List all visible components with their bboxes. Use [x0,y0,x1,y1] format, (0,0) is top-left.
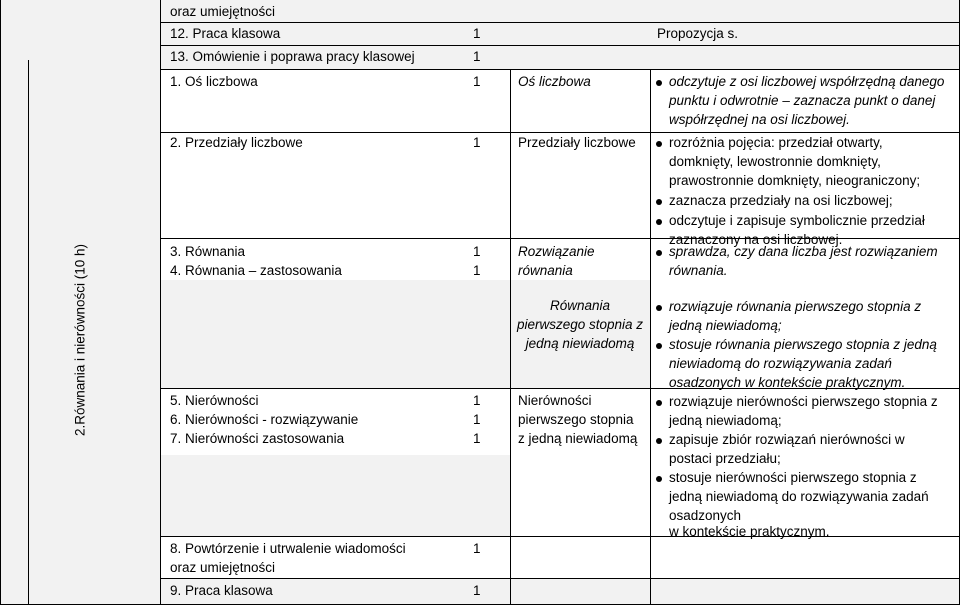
row-8-hours: 1 [473,541,481,556]
row-7-topic: 7. Nierówności zastosowania [170,431,345,446]
top-row-2-hours: 1 [473,49,481,64]
row-2-req-a-2: domknięty, lewostronnie domknięty, [669,154,881,169]
row-7-req-b-2: postaci przedziału; [669,451,781,466]
bullet-icon [656,250,662,256]
row-7-content-3: z jedną niewiadomą [518,431,638,446]
row-2-req-a-3: prawostronnie domknięty, nieograniczony; [669,173,921,188]
row-7-req-c-2: jedną niewiadomą do rozwiązywania zadań [669,489,929,504]
row-7-req-a-1: rozwiązuje nierówności pierwszego stopnia z [669,394,938,409]
row-4-topic: 4. Równania – zastosowania [170,263,342,278]
row-4-req-b-2: niewiadomą do rozwiązywania zadań [669,356,892,371]
row-7-req-a-2: jedną niewiadomą; [669,413,782,428]
bullet-icon [656,80,662,86]
gap-row-shade-2 [160,455,510,537]
row-6-hours: 1 [473,412,481,427]
row-7-hours: 1 [473,431,481,446]
row-2-topic: 2. Przedziały liczbowe [170,135,303,150]
row-7-req-c-1: stosuje nierówności pierwszego stopnia z [669,470,917,485]
row-2-content: Przedziały liczbowe [518,135,636,150]
bullet-icon [656,199,662,205]
row-3-content-a: Rozwiązanie [518,244,595,259]
top-row-0-topic: oraz umiejętności [170,4,276,19]
row-1-content: Oś liczbowa [518,74,591,89]
row-2-hours: 1 [473,135,481,150]
row-9-hours: 1 [473,583,481,598]
row-4-content-3: jedną niewiadomą [525,336,635,351]
row-1-req-line-1: odczytuje z osi liczbowej współrzędną danego [669,74,945,89]
row-8-topic-b: oraz umiejętności [170,560,276,575]
row-7-req-c-4: w kontekście praktycznym. [669,524,830,539]
row-3-req-2: równania. [669,263,728,278]
bullet-icon [656,219,662,225]
row-3-content-b: równania [518,263,573,278]
row-4-content-2: pierwszego stopnia z [516,317,644,332]
bullet-icon [656,343,662,349]
top-row-1-hours: 1 [473,26,481,41]
row-2-req-b: zaznacza przedziały na osi liczbowej; [669,193,893,208]
row-3-hours: 1 [473,244,481,259]
bullet-icon [656,305,662,311]
row-4-content-1: Równania [549,298,611,313]
bullet-icon [656,400,662,406]
row-4-req-a-2: jedną niewiadomą; [669,318,782,333]
row-5-topic: 5. Nierówności [170,393,259,408]
row-9-topic: 9. Praca klasowa [170,583,273,598]
section-title: 2.Równania i nierówności (10 h) [72,243,88,437]
top-row-1-notes: Propozycja s. [657,26,739,41]
bottom-row-shade [160,578,960,605]
row-2-req-a-1: rozróżnia pojęcia: przedział otwarty, [669,135,883,150]
row-6-topic: 6. Nierówności - rozwiązywanie [170,412,359,427]
bullet-icon [656,141,662,147]
row-5-hours: 1 [473,393,481,408]
bullet-icon [656,476,662,482]
bullet-icon [656,438,662,444]
row-2-req-c-2: zaznaczony na osi liczbowej. [669,232,843,247]
row-1-req-line-3: współrzędnej na osi liczbowej. [669,112,850,127]
row-7-req-c-3: osadzonych [669,508,742,523]
row-1-topic: 1. Oś liczbowa [170,74,258,89]
row-1-req-line-2: punktu i odwrotnie – zaznacza punkt o danej [669,93,936,108]
row-4-req-b-1: stosuje równania pierwszego stopnia z jedną [669,337,937,352]
row-3-topic: 3. Równania [170,244,246,259]
row-4-req-b-3: osadzonych w kontekście praktycznym. [669,375,906,390]
row-2-req-c-1: odczytuje i zapisuje symbolicznie przedział [669,213,925,228]
row-8-topic-a: 8. Powtórzenie i utrwalenie wiadomości [170,541,406,556]
row-4-req-a-1: rozwiązuje równania pierwszego stopnia z [669,299,922,314]
row-7-content-1: Nierówności [518,393,592,408]
row-3-req-1: sprawdza, czy dana liczba jest rozwiązaniem [669,244,938,259]
row-7-req-b-1: zapisuje zbiór rozwiązań nierówności w [669,432,905,447]
top-row-2-topic: 13. Omówienie i poprawa pracy klasowej [170,49,415,64]
row-4-hours: 1 [473,263,481,278]
row-7-content-2: pierwszego stopnia [518,412,634,427]
row-1-hours: 1 [473,74,481,89]
top-row-1-topic: 12. Praca klasowa [170,26,281,41]
